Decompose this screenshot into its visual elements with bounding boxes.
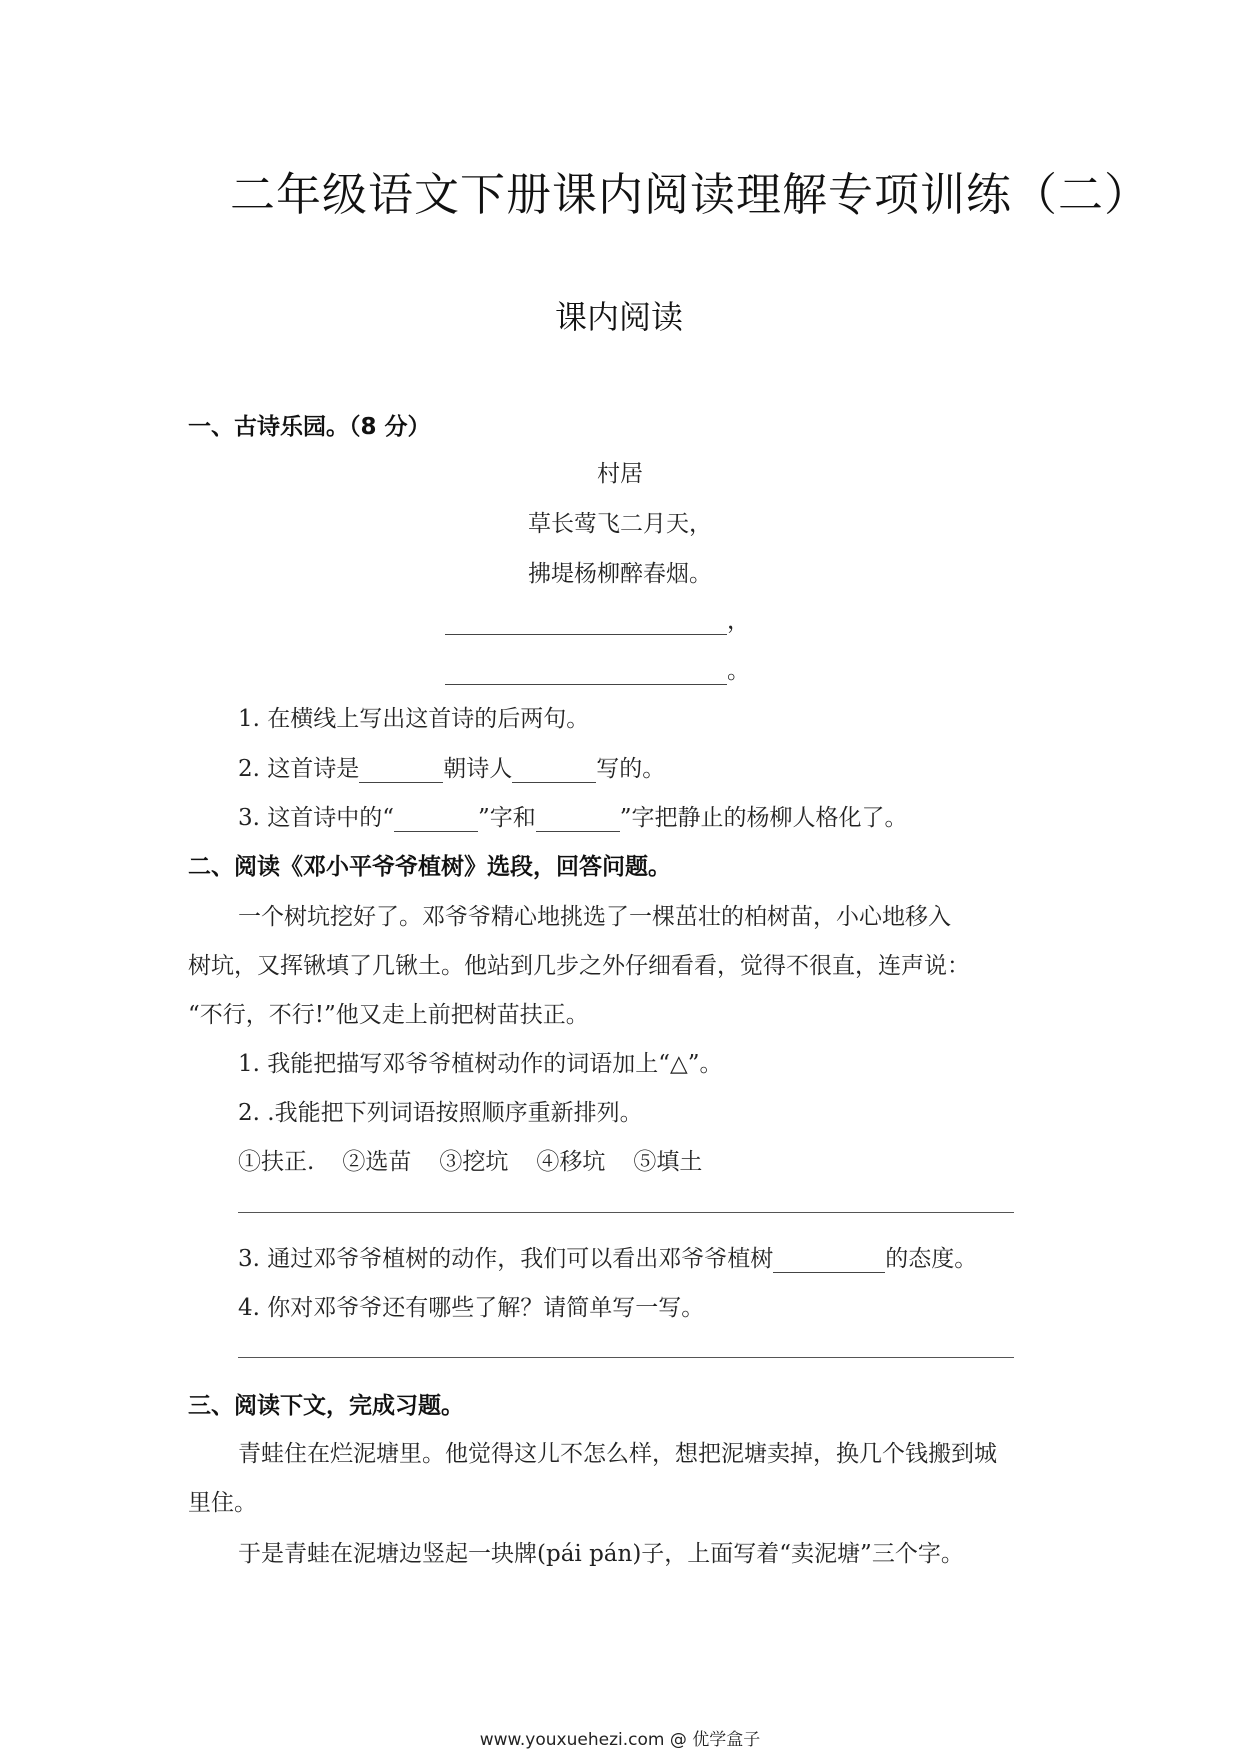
sec2-question-1: 1. 我能把描写邓爷爷植树动作的词语加上“△”。 (238, 1051, 723, 1077)
sec2-passage-line-3: “不行，不行!”他又走上前把树苗扶正。 (188, 1002, 589, 1028)
sec1-question-3: 3. 这首诗中的“ ”字和 ”字把静止的杨柳人格化了。 (238, 805, 908, 831)
option-1: ①扶正. (238, 1149, 315, 1175)
page-subtitle: 课内阅读 (555, 298, 684, 336)
sec3-passage-line-1: 青蛙住在烂泥塘里。他觉得这儿不怎么样，想把泥塘卖掉，换几个钱搬到城 (238, 1441, 997, 1467)
poem-title: 村居 (597, 461, 643, 487)
dynasty-blank[interactable] (359, 756, 443, 783)
poem-blank-3-punct: ， (727, 608, 750, 634)
word-options (238, 1143, 702, 1176)
poem-answer-line-3[interactable] (445, 602, 750, 635)
poem-line-2: 拂堤杨柳醉春烟。 (528, 561, 712, 587)
sec2-question-3: 3. 通过邓爷爷植树的动作，我们可以看出邓爷爷植树 的态度。 (238, 1246, 978, 1272)
poem-blank-4-punct: 。 (727, 658, 750, 684)
sec3-passage-line-3: 于是青蛙在泥塘边竖起一块牌(pái pán)子，上面写着“卖泥塘”三个字。 (238, 1541, 964, 1567)
footer-watermark: www.youxuehezi.com @ 优学盒子 (479, 1730, 761, 1750)
sec2-question-4: 4. 你对邓爷爷还有哪些了解？请简单写一写。 (238, 1295, 705, 1321)
option-5: ⑤填土 (633, 1149, 703, 1175)
sec1-question-2: 2. 这首诗是 朝诗人 写的。 (238, 756, 666, 782)
poem-blank-4[interactable] (445, 658, 727, 685)
sec1-question-1: 1. 在横线上写出这首诗的后两句。 (238, 706, 590, 732)
option-4: ④移坑 (536, 1149, 606, 1175)
section-3-heading: 三、阅读下文，完成习题。 (188, 1393, 464, 1419)
section-1-heading: 一、古诗乐园。（8 分） (188, 414, 431, 440)
char-blank-2[interactable] (536, 805, 620, 832)
sec3-passage-line-2: 里住。 (188, 1490, 257, 1516)
attitude-blank[interactable] (773, 1246, 885, 1273)
poem-line-1: 草长莺飞二月天， (528, 511, 712, 537)
section-2-heading: 二、阅读《邓小平爷爷植树》选段，回答问题。 (188, 854, 671, 880)
option-3: ③挖坑 (439, 1149, 509, 1175)
sec2-passage-line-1: 一个树坑挖好了。邓爷爷精心地挑选了一棵茁壮的柏树苗，小心地移入 (238, 904, 951, 930)
page-title: 二年级语文下册课内阅读理解专项训练（二） (230, 168, 1151, 221)
poem-blank-3[interactable] (445, 608, 727, 635)
option-2: ②选苗 (342, 1149, 412, 1175)
char-blank-1[interactable] (394, 805, 478, 832)
poet-blank[interactable] (512, 756, 596, 783)
sec2-question-2: 2. .我能把下列词语按照顺序重新排列。 (238, 1100, 643, 1126)
sec2-passage-line-2: 树坑，又挥锹填了几锹土。他站到几步之外仔细看看，觉得不很直，连声说： (188, 953, 970, 979)
understanding-answer-line[interactable] (238, 1357, 1014, 1358)
poem-answer-line-4[interactable] (445, 652, 750, 685)
order-answer-line[interactable] (238, 1212, 1014, 1213)
